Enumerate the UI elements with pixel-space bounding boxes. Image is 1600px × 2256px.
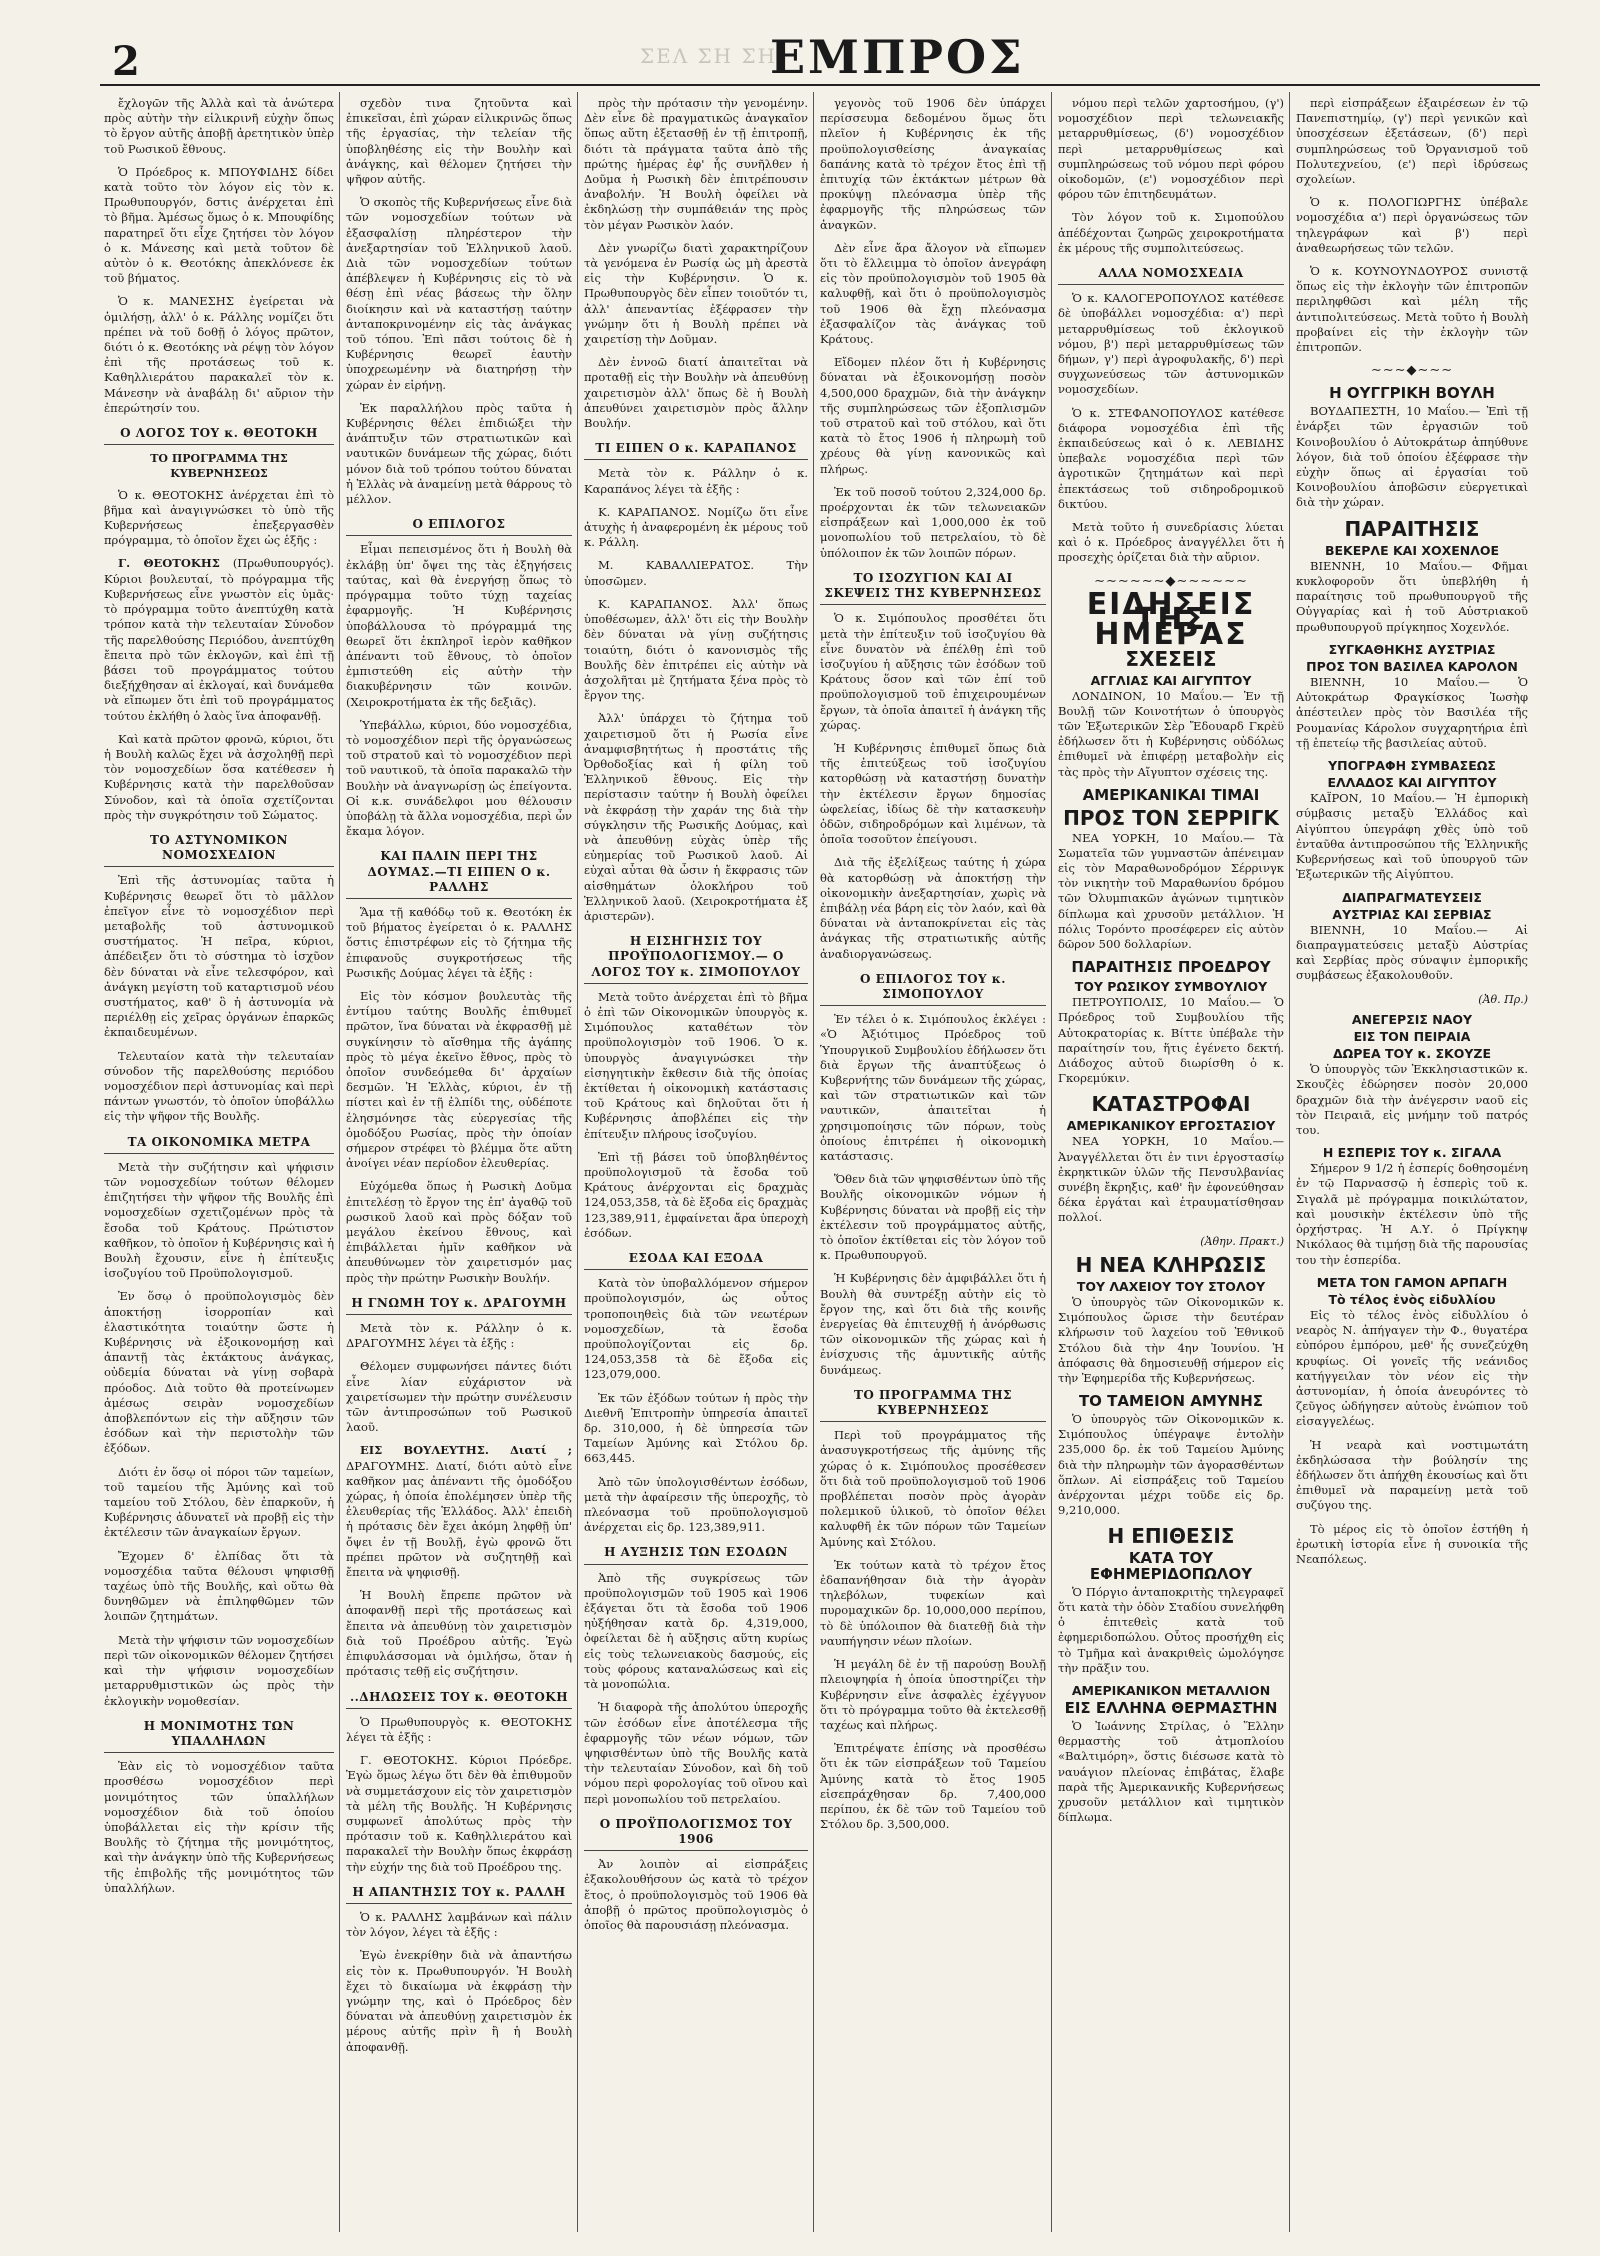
masthead (0, 0, 1600, 96)
paragraph: Κ. ΚΑΡΑΠΑΝΟΣ. Νομίζω ὅτι εἶνε ἀτυχὴς ἡ ἀναφερομένη ἐκ μέρους τοῦ κ. Ράλλη. (584, 504, 808, 550)
paragraph: σχεδὸν τινα ζητοῦντα καὶ ἐπικεῖσαι, ἐπὶ χώραν εἰλικρινῶς ὅπως τῆς ἐργασίας, τὴν τελείαν τῆς ὑποβληθέσης εἰς τὴν Βουλὴν καὶ ἀνάγκης, καὶ θέλομεν ζητήσει τὴν ψῆφον αὐτῆς. (346, 96, 572, 187)
column-rule (1051, 92, 1052, 2232)
news-title: ΠΑΡΑΙΤΗΣΙΣ ΠΡΟΕΔΡΟΥ (1071, 958, 1271, 977)
news-subtitle: ΤΟΥ ΡΩΣΙΚΟΥ ΣΥΜΒΟΥΛΙΟΥ (1074, 978, 1268, 994)
paragraph: Τελευταίον κατὰ τὴν τελευταίαν σύνοδον τῆς παρελθούσης περιόδου νομοσχέδιον περὶ ἀστυνομίας καὶ περὶ πάντων γνωστόν, τὸ ὁποῖον ὑποβάλλω εἰς τὴν ψῆφον τῆς Βουλῆς. (104, 1048, 334, 1124)
paragraph: Ἅμα τῇ καθόδῳ τοῦ κ. Θεοτόκη ἐκ τοῦ βήματος ἐγείρεται ὁ κ. ΡΑΛΛΗΣ ὅστις ἐπιστρέφων εἰς τὸ ζήτημα τῆς ἐπιφανοῦς συγκροτήσεως τῆς Ρωσικῆς Δούμας λέγει τὰ ἑξῆς : (346, 904, 572, 980)
paragraph: Ἀπὸ τῆς συγκρίσεως τῶν προϋπολογισμῶν τοῦ 1905 καὶ 1906 ἐξάγεται ὅτι τὰ ἔσοδα τοῦ 1906 ηὐξήθησαν κατὰ δρ. 4,319,000, ὀφείλεται δὲ ἡ αὔξησις αὕτη κυρίως εἰς τοὺς τελωνειακοὺς δασμούς, εἰς τοὺς φόρους καταναλώσεως καὶ εἰς τὰ μονοπώλια. (584, 1570, 808, 1692)
news-title: ΔΙΑΠΡΑΓΜΑΤΕΥΣΕΙΣ (1342, 889, 1482, 905)
news-body: ΒΟΥΔΑΠΕΣΤΗ, 10 Μαΐου.— Ἐπὶ τῇ ἐνάρξει τῶν ἐργασιῶν τοῦ Κοινοβουλίου ὁ Αὐτοκράτωρ ἀπηύθυνε λόγον, διὰ τοῦ ὁποίου ἐξέφρασε τὴν εὐχὴν ὅπως αἱ ἐργασίαι τοῦ Κοινοβουλίου ἀποβῶσιν εὐεργετικαὶ διὰ τὴν χώραν. (1296, 404, 1528, 510)
news-subtitle: ΠΡΟΣ ΤΟΝ ΒΑΣΙΛΕΑ ΚΑΡΟΛΟΝ (1306, 658, 1518, 674)
paragraph: Ὁ σκοπὸς τῆς Κυβερνήσεως εἶνε διὰ τῶν νομοσχεδίων τούτων νὰ ἐξασφαλίσῃ πληρέστερον τὴν ἀνεξαρτησίαν τοῦ Ἑλληνικοῦ λαοῦ. Διὰ τῶν νομοσχεδίων τούτων ἀπέβλεψεν ἡ Κυβέρνησις εἰς τὸ νὰ θέσῃ ἐπὶ νέας βάσεως τὴν ὅλην διοίκησιν καὶ νὰ καταστήσῃ ταύτην ἀνταποκρινομένην εἰς τὰς ἀνάγκας τοῦ τόπου. Ἐπὶ πᾶσι τούτοις δὲ ἡ Κυβέρνησις θεωρεῖ ἑαυτὴν ὑποχρεωμένην νὰ διατηρήσῃ τὴν χώραν ἐν εἰρήνῃ. (346, 195, 572, 392)
section-heading: Η ΓΝΩΜΗ ΤΟΥ κ. ΔΡΑΓΟΥΜΗ (346, 1296, 572, 1315)
paragraph: Μετὰ τοῦτο ἡ συνεδρίασις λύεται καὶ ὁ κ. Πρόεδρος ἀναγγέλλει ὅτι ἡ προσεχὴς ὁρίζεται διὰ τὴν αὔριον. (1058, 520, 1284, 565)
paragraph: Κατὰ τὸν ὑποβαλλόμενον σήμερον προϋπολογισμόν, ὡς οὗτος τροποποιηθεὶς διὰ τῶν νεωτέρων νομοσχεδίων, τὰ ἔσοδα προϋπολογίζονται εἰς δρ. 124,053,358 τὰ δὲ ἔξοδα εἰς 123,079,000. (584, 1276, 808, 1382)
column-rule (577, 92, 578, 2232)
paragraph: πρὸς τὴν πρότασιν τὴν γενομένην. Δὲν εἶνε δὲ πραγματικῶς ἀναγκαῖον ὅπως αὕτη ἐξετασθῇ ἐν τῇ ἐπιτροπῇ, διότι τὰ πράγματα ταῦτα ἀπὸ τῆς πρώτης ἡμέρας ἐφ' ἧς συνῆλθεν ἡ Δοῦμα ἡ Ρωσικὴ δὲν ἐπιτρέπουσιν ἀναβολήν. Ἡ Βουλὴ ὀφείλει νὰ ἐκδηλώσῃ τὴν συμπάθειάν της πρὸς τὸν μέγαν Ρωσικὸν λαόν. (584, 96, 808, 232)
news-subtitle: ΔΩΡΕΑ ΤΟΥ κ. ΣΚΟΥΖΕ (1332, 1046, 1492, 1062)
page-number: 2 (112, 38, 140, 85)
section-heading: ΚΑΙ ΠΑΛΙΝ ΠΕΡΙ ΤΗΣ ΔΟΥΜΑΣ.—ΤΙ ΕΙΠΕΝ Ο κ. ΡΑΛΛΗΣ (346, 849, 572, 899)
paragraph: Ἡ Βουλὴ ἔπρεπε πρῶτον νὰ ἀποφανθῇ περὶ τῆς προτάσεως καὶ ἔπειτα νὰ ἀπευθύνῃ τὸν χαιρετισμὸν διὰ τοῦ Προέδρου αὐτῆς. Ἐγὼ ἐπιφυλάσσομαι νὰ ὁμιλήσω, ὅταν ἡ πρότασις τεθῇ εἰς συζήτησιν. (346, 1588, 572, 1679)
news-subtitle: ΚΑΤΑ ΤΟΥ ΕΦΗΜΕΡΙΔΟΠΩΛΟΥ (1089, 1549, 1253, 1584)
paragraph: ἔχλογῶν τῆς Ἀλλὰ καὶ τὰ ἀνώτερα πρὸς αὐτὴν τὴν εἰλικρινῆ εὐχὴν ὅπως τὸ ἔργον αὐτῆς ἀποβῇ ἀρετητικὸν ὑπὲρ τοῦ Ρωσικοῦ ἔθνους. (104, 96, 334, 156)
paragraph: Ἐκ παραλλήλου πρὸς ταῦτα ἡ Κυβέρνησις θέλει ἐπιδιώξει τὴν ἀνάπτυξιν τῶν στρατιωτικῶν καὶ ναυτικῶν δυνάμεων τῆς χώρας, διότι μόνον διὰ τοῦ τρόπου τούτου δύναται ἡ Ἑλλὰς νὰ ἀναμείνῃ μετὰ θάρρους τὸ μέλλον. (346, 400, 572, 507)
news-title: ΣΥΓΚΑΘΗΚΗΣ ΑΥΣΤΡΙΑΣ (1328, 641, 1496, 657)
paragraph: Μετὰ τὸν κ. Ράλλην ὁ κ. ΔΡΑΓΟΥΜΗΣ λέγει τὰ ἑξῆς : (346, 1321, 572, 1351)
paragraph: περὶ εἰσπράξεων ἐξαιρέσεων ἐν τῷ Πανεπιστημίῳ, (γ') περὶ γενικῶν καὶ ὑποσχέσεων ἐξετάσεων, (δ') περὶ συμπληρώσεως τοῦ Ὀργανισμοῦ τοῦ Πολυτεχνείου, (ε') περὶ ἱδρύσεως σχολείων. (1296, 96, 1528, 187)
section-heading: Ο ΛΟΓΟΣ ΤΟΥ κ. ΘΕΟΤΟΚΗ (104, 426, 334, 445)
paragraph: Εἰς τὸν κόσμον βουλευτὰς τῆς ἐντίμου ταύτης Βουλῆς ἐπιθυμεῖ πρῶτον, ἵνα δύναται νὰ ἐκφρασθῇ μὲ συγκίνησιν τὸ αἴσθημα τῆς ἀγάπης πρὸς τὸ μέγα ἐκεῖνο ἔθνος, πρὸς τὸ ὁποῖον συνδεόμεθα δι' ἀρχαίων δεσμῶν. Ἡ Ἑλλὰς, κύριοι, ἐν τῇ πίστει καὶ ἐν τῇ ἐλπίδι της, οὐδέποτε ἐλησμόνησε τὰς εὐεργεσίας τῆς ὁμοδόξου Ρωσίας, πρὸς τὴν ὁποίαν σήμερον στρέφει τὸ βλέμμα ὅτε αὕτη ἀνοίγει νέαν περίοδον ἐλευθερίας. (346, 988, 572, 1171)
paragraph: Ἐκ τούτων κατὰ τὸ τρέχον ἔτος ἐδαπανήθησαν διὰ τὴν ἀγορὰν τηλεβόλων, τυφεκίων καὶ πυρομαχικῶν δρ. 10,000,000 περίπου, τὸ δὲ ὑπόλοιπον θὰ διατεθῇ διὰ τὴν ναυπήγησιν νέων πλοίων. (820, 1557, 1046, 1648)
paragraph: Θέλομεν συμφωνήσει πάντες διότι εἶνε λίαν εὐχάριστον νὰ χαιρετίσωμεν τὴν πρώτην συνέλευσιν τῶν ἀντιπροσώπων τοῦ Ρωσικοῦ λαοῦ. (346, 1359, 572, 1435)
section-heading: Η ΜΟΝΙΜΟΤΗΣ ΤΩΝ ΥΠΑΛΛΗΛΩΝ (104, 1719, 334, 1753)
news-body: Σήμερον 9 1/2 ἡ ἑσπερίς δοθησομένη ἐν τῷ Παρνασσῷ ἡ ἑσπερὶς τοῦ κ. Σιγαλᾶ μὲ πρόγραμμα ποικιλώτατον, καὶ μουσικὴν ἐκτέλεσιν ὑπὸ τῆς ὀρχήστρας. Ἡ Α.Υ. ὁ Πρίγκηψ Νικόλαος θὰ τιμήσῃ διὰ τῆς παρουσίας του τὴν ἑσπερίδα. (1296, 1161, 1528, 1267)
paragraph: Μετὰ τὸν κ. Ράλλην ὁ κ. Καραπάνος λέγει τὰ ἑξῆς : (584, 466, 808, 496)
news-subtitle: ΕΛΛΑΔΟΣ ΚΑΙ ΑΙΓΥΠΤΟΥ (1327, 775, 1497, 791)
news-subtitle: ΠΡΟΣ ΤΟΝ ΣΕΡΡΙΓΚ (1063, 805, 1279, 830)
paragraph: Ὁ κ. ΚΑΛΟΓΕΡΟΠΟΥΛΟΣ κατέθεσε δὲ ὑποβάλλει νομοσχέδια: α') περὶ μεταρρυθμίσεως τοῦ ἐκλογικοῦ νόμου, β') περὶ μεταρρυθμίσεως τῶν δήμων, γ') περὶ ἀγροφυλακῆς, δ') περὶ συγχωνεύσεως τῶν ἀστυνομικῶν νομοσχεδίων. (1058, 291, 1284, 397)
ornament-divider: ∼∼∼◆∼∼∼ (1370, 363, 1454, 379)
news-body: Ὁ ὑπουργὸς τῶν Οἰκονομικῶν κ. Σιμόπουλος ὥρισε τὴν δευτέραν κλήρωσιν τοῦ λαχείου τοῦ Ἐθνικοῦ Στόλου διὰ τὴν 4ην Ἰουνίου. Ἡ ἀπόφασις θὰ δημοσιευθῇ σήμερον εἰς τὴν Ἐφημερίδα τῆς Κυβερνήσεως. (1058, 1294, 1284, 1385)
paragraph: Καὶ κατὰ πρῶτον φρονῶ, κύριοι, ὅτι ἡ Βουλὴ καλῶς ἔχει νὰ ἀσχοληθῇ περὶ τὸν νομοσχεδίων ὅσα κατέθεσεν ἡ Κυβέρνησις κατὰ τὴν παρελθοῦσαν Σύνοδον, καὶ τὰ ὁποῖα σχετίζονται πρὸς τὴν συγκρότησιν τοῦ Σώματος. (104, 731, 334, 822)
paragraph: Μετὰ τὴν ψήφισιν τῶν νομοσχεδίων περὶ τῶν οἰκονομικῶν θέλομεν ζητήσει καὶ τὴν ψήφισιν νομοσχεδίων μεταρρυθμιστικῶν ὡς πρὸς τὴν ἐκλογικὴν νομοθεσίαν. (104, 1632, 334, 1708)
paragraph: Γ. ΘΕΟΤΟΚΗΣ. Κύριοι Πρόεδρε. Ἐγὼ ὅμως λέγω ὅτι δὲν θὰ ἐπιθυμοῦν νὰ συμμετάσχουν εἰς τὸν χαιρετισμὸν τὰ μέλη τῆς Βουλῆς. Ἡ Κυβέρνησις συμφωνεῖ ἀπολύτως πρὸς τὴν πρότασιν τοῦ κ. Καθηλλιεράτου καὶ παρακαλεῖ τὴν Βουλὴν ὅπως ἐκφράσῃ τὴν εὐχήν της διὰ τοῦ Προέδρου της. (346, 1753, 572, 1874)
column-rule (813, 92, 814, 2232)
paragraph: Τὸν λόγον τοῦ κ. Σιμοπούλου ἀπέδέχονται ζωηρῶς χειροκροτήματα ἐκ μέρους τῆς συμπολιτεύσεως. (1058, 210, 1284, 255)
paragraph: Δὲν ἐννοῶ διατί ἀπαιτεῖται νὰ προταθῇ εἰς τὴν Βουλὴν νὰ ἀπευθύνῃ χαιρετισμὸν ἀλλ' ὅπως δὲ ἡ Βουλὴ ἀπευθύνει χαιρετισμὸν πρὸς ἄλλην Βουλήν. (584, 355, 808, 431)
news-body: ΝΕΑ ΥΟΡΚΗ, 10 Μαΐου.— Τὰ Σωματεῖα τῶν γυμναστῶν ἀπένειμαν εἰς τὸν Μαραθωνοδρόμον Σέρρινγκ τὸν νικητὴν τοῦ Μαραθωνίου δρόμου τῶν Ὀλυμπιακῶν ἀγώνων τιμητικὸν δίπλωμα καὶ χρυσοῦν μετάλλιον. Ἡ πόλις Τορόντο προσέφερεν εἰς αὐτὸν δῶρον 500 δολλαρίων. (1058, 830, 1284, 952)
paragraph: Ὁ κ. ΠΟΛΟΓΙΩΡΓΗΣ ὑπέβαλε νομοσχέδια α') περὶ ὀργανώσεως τῶν τηλεγράφων καὶ β') περὶ ἀναθεωρήσεως τῶν τελῶν. (1296, 195, 1528, 255)
news-subtitle: ΤΟΥ ΛΑΧΕΙΟΥ ΤΟΥ ΣΤΟΛΟΥ (1076, 1278, 1266, 1294)
paragraph: Εἶμαι πεπεισμένος ὅτι ἡ Βουλὴ θὰ ἐκλάβῃ ὑπ' ὄψει της τὰς ἐξηγήσεις ταύτας, καὶ θὰ ἐνεργήσῃ ὅπως τὸ πρόγραμμα τοῦτο τύχῃ ταχείας ἐφαρμογῆς. Ἡ Κυβέρνησις ὑποβάλλουσα τὸ πρόγραμμά της θεωρεῖ ὅτι ἐκπληροῖ ἱερὸν καθῆκον ἀπέναντι τοῦ ἔθνους, τὸ ὁποῖον ἐμπιστεύθη εἰς αὐτὴν τὴν διακυβέρνησιν τῶν κοινῶν. (Χειροκροτήματα ἐκ τῆς δεξιᾶς). (346, 542, 572, 709)
paragraph: Εἴδομεν πλέον ὅτι ἡ Κυβέρνησις δύναται νὰ ἐξοικονομήσῃ ποσὸν 4,500,000 δραχμῶν, διὰ τὴν ἀνάγκην τῆς συμπληρώσεως τῶν ἐξοπλισμῶν τοῦ στρατοῦ καὶ τοῦ στόλου, καὶ ὅτι κατὰ τὸ ἔτος 1906 ἡ πληρωμὴ τοῦ χρέους θὰ γίνῃ κανονικῶς καὶ πλήρως. (820, 355, 1046, 476)
paragraph: Ὑπεβάλλω, κύριοι, δύο νομοσχέδια, τὸ νομοσχέδιον περὶ τῆς ὀργανώσεως τοῦ στρατοῦ καὶ τὸ νομοσχέδιον περὶ τοῦ ναυτικοῦ, τὰ ὁποῖα παρακαλῶ τὴν Βουλὴν νὰ ἀναγνωρίσῃ ὡς ἐπείγοντα. Οἱ κ.κ. συνάδελφοι μου θέλουσιν ὑποβάλῃ τὰ ἄλλα νομοσχέδια, περὶ ὧν ἔκαμα λόγον. (346, 717, 572, 839)
news-body: Ὁ ὑπουργὸς τῶν Οἰκονομικῶν κ. Σιμόπουλος ὑπέγραψε ἐντολὴν 235,000 δρ. ἐκ τοῦ Ταμείου Ἀμύνης διὰ τὴν πληρωμὴν τῶν ἀγορασθέντων ὅπλων. Αἱ εἰσπράξεις τοῦ Ταμείου ἀνέρχονται μέχρι τοῦδε εἰς δρ. 9,210,000. (1058, 1411, 1284, 1518)
paragraph: Διότι ἐν ὅσῳ οἱ πόροι τῶν ταμείων, τοῦ ταμείου τῆς Ἀμύνης καὶ τοῦ ταμείου τοῦ Στόλου, δὲν ἐπαρκοῦν, ἡ Κυβέρνησις ἀδυνατεῖ νὰ προβῇ εἰς τὴν ἐκτέλεσιν τῶν ἀναγκαίων ἔργων. (104, 1464, 334, 1540)
paragraph: Ὁ κ. ΣΤΕΦΑΝΟΠΟΥΛΟΣ κατέθεσε διάφορα νομοσχέδια ἐπὶ τῆς ἐκπαιδεύσεως καὶ ὁ κ. ΛΕΒΙΔΗΣ ὑπεβαλε νομοσχέδια περὶ τῶν ἀγροτικῶν ζητημάτων καὶ περὶ ἐπεκτάσεως τοῦ σιδηροδρομικοῦ δικτύου. (1058, 405, 1284, 511)
news-title: ΤΟ ΤΑΜΕΙΟΝ ΑΜΥΝΗΣ (1078, 1392, 1264, 1411)
news-subtitle: ΕΙΣ ΤΟΝ ΠΕΙΡΑΙΑ (1353, 1028, 1471, 1044)
paragraph: Ἐγὼ ἐνεκρίθην διὰ νὰ ἀπαντήσω εἰς τὸν κ. Πρωθυπουργόν. Ἡ Βουλὴ ἔχει τὸ δικαίωμα νὰ ἐκφράσῃ τὴν γνώμην της, καὶ ὁ Πρόεδρος δὲν δύναται νὰ ἀπευθύνῃ χαιρετισμὸν ἐκ μέρους αὐτῆς πρὶν ἢ ἡ Βουλὴ ἀποφανθῇ. (346, 1948, 572, 2054)
section-heading: ΤΟ ΠΡΟΓΡΑΜΜΑ ΤΗΣ ΚΥΒΕΡΝΗΣΕΩΣ (820, 1388, 1046, 1422)
news-title: Η ΕΠΙΘΕΣΙΣ (1107, 1524, 1235, 1549)
news-title: Η ΝΕΑ ΚΛΗΡΩΣΙΣ (1075, 1252, 1267, 1277)
ornament-divider: ∼∼∼∼∼∼◆∼∼∼∼∼∼ (1094, 573, 1248, 589)
paragraph: Ἐν τέλει ὁ κ. Σιμόπουλος ἐκλέγει : «Ὁ Ἀξιότιμος Πρόεδρος τοῦ Ὑπουργικοῦ Συμβουλίου ἐδήλωσεν ὅτι διὰ ἔργων τῆς ἀναπτύξεως ὁ Κυβερνήτης τῶν δυνάμεων τῆς χώρας, καὶ τῶν στρατιωτικῶν καὶ τῶν ναυτικῶν, ἀπαιτεῖται ἡ χρησιμοποίησις τῶν πόρων, τοὺς ὁποίους ἐπιτρέπει ἡ οἰκονομικὴ κατάστασις. (820, 1012, 1046, 1163)
news-subtitle: ΑΓΓΛΙΑΣ ΚΑΙ ΑΙΓΥΠΤΟΥ (1090, 672, 1252, 688)
paragraph: γεγονὸς τοῦ 1906 δὲν ὑπάρχει περίσσευμα δεδομένου ὅμως ὅτι πλεῖον ἡ Κυβέρνησις ἐκ τῆς προϋπολογισθείσης ἀναγκαίας δαπάνης κατὰ τὸ τρέχον ἔτος ἐπὶ τῇ ἐπιτυχίᾳ τῶν ἐκτάκτων μέτρων θὰ προκύψῃ πλεόνασμα ὑπὲρ τῆς ἐφαρμογῆς τῆς πληρώσεως τῶν ἀναγκῶν. (820, 96, 1046, 232)
paragraph: Ἡ διαφορὰ τῆς ἀπολύτου ὑπεροχῆς τῶν ἐσόδων εἶνε ἀποτέλεσμα τῆς ἐφαρμογῆς τῶν νέων νόμων, τῶν ψηφισθέντων ὑπὸ τῆς Βουλῆς κατὰ τὴν τελευταίαν Σύνοδον, καὶ δὴ τοῦ νόμου περὶ φορολογίας τοῦ οἴνου καὶ περὶ μονοπωλίου τοῦ πετρελαίου. (584, 1700, 808, 1806)
section-heading: ΤΙ ΕΙΠΕΝ Ο κ. ΚΑΡΑΠΑΝΟΣ (584, 441, 808, 460)
paragraph (346, 1443, 572, 1580)
paragraph: νόμου περὶ τελῶν χαρτοσήμου, (γ') νομοσχέδιον περὶ τελωνειακῆς μεταρρυθμίσεως, (δ') νομοσχέδιον περὶ μεταρρυθμίσεως καὶ συμπληρώσεως τοῦ νόμου περὶ φόρου οἰκοδομῶν, (ε') νομοσχέδιον περὶ φόρου τῶν ἐπιτηδευμάτων. (1058, 96, 1284, 202)
paragraph: Εὐχόμεθα ὅπως ἡ Ρωσικὴ Δοῦμα ἐπιτελέσῃ τὸ ἔργον της ἐπ' ἀγαθῷ τοῦ ρωσικοῦ λαοῦ καὶ πρὸς δόξαν τοῦ μεγάλου ἐκείνου ἔθνους, καὶ ἐπιβάλλεται ἡμῖν καθῆκον νὰ ἀπευθύνωμεν τὸν χαιρετισμόν μας πρὸς τὴν πρώτην Ρωσικὴν Βουλήν. (346, 1179, 572, 1285)
news-body: ΚΑΪΡΟΝ, 10 Μαΐου.— Ἡ ἐμπορικὴ σύμβασις μεταξὺ Ἑλλάδος καὶ Αἰγύπτου ὑπεγράφη χθὲς ὑπὸ τοῦ ἐνταῦθα ἀντιπροσώπου τῆς Ἑλληνικῆς Κυβερνήσεως καὶ τοῦ ὑπουργοῦ τῶν Ἐξωτερικῶν τῆς Αἰγύπτου. (1296, 791, 1528, 882)
news-body: Τὸ μέρος εἰς τὸ ὁποῖον ἐστήθη ἡ ἐρωτικὴ ἱστορία εἶνε ἡ συνοικία τῆς Νεαπόλεως. (1296, 1521, 1528, 1566)
section-heading: ΤΟ ΙΣΟΖΥΓΙΟΝ ΚΑΙ ΑΙ ΣΚΕΨΕΙΣ ΤΗΣ ΚΥΒΕΡΝΗΣΕΩΣ (820, 571, 1046, 605)
section-heading: Ο ΕΠΙΛΟΓΟΣ ΤΟΥ κ. ΣΙΜΟΠΟΥΛΟΥ (820, 972, 1046, 1006)
news-body: Ὁ Ἰωάννης Στρίλας, ὁ Ἕλλην θερμαστὴς τοῦ ἀτμοπλοίου «Βαλτιμόρη», ὅστις διέσωσε κατὰ τὸ ναυάγιον πλείονας ἐπιβάτας, ἔλαβε παρὰ τῆς Ἀμερικανικῆς Κυβερνήσεως χρυσοῦν μετάλλιον καὶ τιμητικὸν δίπλωμα. (1058, 1718, 1284, 1825)
news-body: ΝΕΑ ΥΟΡΚΗ, 10 Μαΐου.— Ἀναγγέλλεται ὅτι ἐν τινι ἐργοστασίῳ ἐκρηκτικῶν ὑλῶν τῆς Πενσυλβανίας συνέβη ἔκρηξις, καθ' ἣν ἐφονεύθησαν δέκα ἐργάται καὶ ἐτραυματίσθησαν πολλοί. (1058, 1134, 1284, 1225)
section-heading: ΤΟ ΑΣΤΥΝΟΜΙΚΟΝ ΝΟΜΟΣΧΕΔΙΟΝ (104, 833, 334, 867)
news-body: Εἰς τὸ τέλος ἑνὸς εἰδυλλίου ὁ νεαρὸς Ν. ἀπήγαγεν τὴν Φ., θυγατέρα εὐπόρου ἐμπόρου, μεθ' ἧς συνεζεύχθη κρυφίως. Οἱ γονεῖς τῆς νεάνιδος κατήγγειλαν τὸν νέον εἰς τὴν ἀστυνομίαν, ἡ ὁποία ἀνευρόντες τὸ ζεῦγος ὡδήγησεν αὐτοὺς ἐνώπιον τοῦ εἰσαγγελέως. (1296, 1307, 1528, 1429)
column-2 (346, 96, 572, 2226)
news-source: (Ἀθην. Πρακτ.) (1200, 1234, 1284, 1248)
section-heading: ..ΔΗΛΩΣΕΙΣ ΤΟΥ κ. ΘΕΟΤΟΚΗ (346, 1690, 572, 1709)
column-1 (104, 96, 334, 2226)
news-body: Ἡ νεαρὰ καὶ νοστιμωτάτη ἐκδηλώσασα τὴν βούλησίν της ἐδήλωσεν ὅτι ἀπήχθη ἐκουσίως καὶ ὅτι ἐπιθυμεῖ νὰ παραμείνῃ μετὰ τοῦ συζύγου της. (1296, 1437, 1528, 1513)
paragraph: Κ. ΚΑΡΑΠΑΝΟΣ. Ἀλλ' ὅπως ὑποθέσωμεν, ἀλλ' ὅτι εἰς τὴν Βουλὴν δὲν δύναται νὰ γίνῃ συζήτησις τοιαύτη, διότι ὁ κανονισμὸς τῆς Βουλῆς δὲν ἐπιτρέπει εἰς αὐτὴν νὰ ἀσχολῆται μὲ ζητήματα ξένα πρὸς τὸ ἔργον της. (584, 596, 808, 703)
section-subheading: ΤΟ ΠΡΟΓΡΑΜΜΑ ΤΗΣ ΚΥΒΕΡΝΗΣΕΩΣ (150, 452, 288, 481)
paragraph: Ὅθεν διὰ τῶν ψηφισθέντων ὑπὸ τῆς Βουλῆς οἰκονομικῶν νόμων ἡ Κυβέρνησις δύναται νὰ προβῇ εἰς τὴν ἐκτέλεσιν τοῦ προγράμματος αὐτῆς, τὸ ὁποῖον ἐκτίθεται εἰς τὸν λόγον τοῦ κ. Πρωθυπουργοῦ. (820, 1172, 1046, 1263)
newspaper-title: ΕΜΠΡΟΣ (770, 30, 1025, 84)
section-heading: Ο ΕΠΙΛΟΓΟΣ (346, 517, 572, 536)
section-heading: Ο ΠΡΟΫΠΟΛΟΓΙΣΜΟΣ ΤΟΥ 1906 (584, 1817, 808, 1851)
section-heading: Η ΕΙΣΗΓΗΣΙΣ ΤΟΥ ΠΡΟΫΠΟΛΟΓΙΣΜΟΥ.— Ο ΛΟΓΟΣ ΤΟΥ κ. ΣΙΜΟΠΟΥΛΟΥ (584, 934, 808, 984)
paragraph-text: (Πρωθυπουργός). Κύριοι βουλευταί, τὸ πρόγραμμα τῆς Κυβερνήσεως εἶνε γνωστὸν εἰς ὑμᾶς· τὸ πρόγραμμα τοῦτο ἀνεπτύχθη κατὰ τρόπον κατὰ τὴν τελευταίαν Σύνοδον τῆς παρελθούσης Περιόδου, ἀνεπτύχθη ἔπειτα πρὸ τῶν ἐκλογῶν, καὶ ἐπὶ τῇ βάσει τοῦ προγράμματος τούτου διεξήχθησαν αἱ ἐκλογαί, καὶ δυνάμεθα νὰ εἴπωμεν ὅτι ἐπὶ τοῦ προγράμματος τούτου ἐκλήθη ὁ λαὸς ἵνα ἀποφανθῇ. (104, 556, 334, 723)
news-title: ΑΝΕΓΕΡΣΙΣ ΝΑΟΥ (1351, 1011, 1473, 1027)
news-title: ΠΑΡΑΙΤΗΣΙΣ (1344, 516, 1480, 541)
news-title: ΜΕΤΑ ΤΟΝ ΓΑΜΟΝ ΑΡΠΑΓΗ (1316, 1274, 1508, 1290)
news-subtitle: ΕΙΣ ΕΛΛΗΝΑ ΘΕΡΜΑΣΤΗΝ (1064, 1699, 1278, 1718)
news-body: Ὁ Πόργιο ἀνταποκριτὴς τηλεγραφεῖ ὅτι κατὰ τὴν ὁδὸν Σταδίου συνελήφθη ὁ ἐπιτεθεὶς κατὰ τοῦ ἐφημεριδοπώλου. Οὗτος προσήχθη εἰς τὸ Τμῆμα καὶ ἀνακριθεὶς ὡμολόγησε τὴν πρᾶξιν του. (1058, 1584, 1284, 1675)
masthead-rule (100, 84, 1540, 86)
section-heading: ΑΛΛΑ ΝΟΜΟΣΧΕΔΙΑ (1058, 266, 1284, 285)
news-body: ΠΕΤΡΟΥΠΟΛΙΣ, 10 Μαΐου.— Ὁ Πρόεδρος τοῦ Συμβουλίου τῆς Αὐτοκρατορίας κ. Βίττε ὑπέβαλε τὴν παραίτησίν του, ἥτις ἐγένετο δεκτή. Διάδοχος αὐτοῦ διωρίσθη ὁ κ. Γκορεμύκιν. (1058, 995, 1284, 1086)
section-heading: Η ΑΥΞΗΣΙΣ ΤΩΝ ΕΣΟΔΩΝ (584, 1545, 808, 1564)
paragraph: Ἐν ὅσῳ ὁ προϋπολογισμὸς δὲν ἀποκτήσῃ ἰσορροπίαν καὶ ἐλαστικότητα τοιαύτην ὥστε ἡ Κυβέρνησις νὰ ἐξοικονομήσῃ καὶ ἀπαντῇ τὰς ἐκτάκτους ἀνάγκας, οὐδεμία δύναται νὰ γίνῃ σοβαρὰ πρόοδος. Διὰ τοῦτο θὰ προτείνωμεν ἀμέσως σειρὰν νομοσχεδίων ἀποβλεπόντων εἰς τὴν αὔξησιν τῶν ἐσόδων καὶ τὴν περιστολὴν τῶν ἐξόδων. (104, 1289, 334, 1456)
paragraph-text: ΔΡΑΓΟΥΜΗΣ. Διατί, διότι αὐτὸ εἶνε καθῆκον μας ἀπέναντι τῆς ὁμοδόξου χώρας, ἡ ὁποία ἐπολέμησεν ὑπὲρ τῆς ἐλευθερίας τῆς Ἑλλάδος. Ἀλλ' ἐπειδὴ ἡ πρότασις δὲν ἔχει ἀκόμη ληφθῇ ὑπ' ὄψει ἐν τῇ Βουλῇ, ἐγὼ φρονῶ ὅτι πρέπει πρῶτον νὰ συζητηθῇ καὶ ἔπειτα νὰ ψηφισθῇ. (346, 1458, 572, 1580)
news-title: ΑΜΕΡΙΚΑΝΙΚΟΝ ΜΕΤΑΛΛΙΟΝ (1071, 1683, 1271, 1699)
news-body: ΒΙΕΝΝΗ, 10 Μαΐου.— Αἱ διαπραγματεύσεις μεταξὺ Αὐστρίας καὶ Σερβίας πρὸς σύναψιν ἐμπορικῆς συμβάσεως ἐξακολουθοῦν. (1296, 922, 1528, 983)
paragraph: Περὶ τοῦ προγράμματος τῆς ἀνασυγκροτήσεως τῆς ἀμύνης τῆς χώρας ὁ κ. Σιμόπουλος προσέθεσεν ὅτι διὰ τοῦ προϋπολογισμοῦ τοῦ 1906 προβλέπεται ποσὸν πρὸς ἀγορὰν πολεμικοῦ ὑλικοῦ, τὸ ὁποῖον θέλει καλυφθῆ ἐκ τῶν πόρων τῶν Ταμείων Ἀμύνης καὶ Στόλου. (820, 1428, 1046, 1549)
news-banner-title: ΕΙΔΗΣΕΙΣ ΤΗΣ ΗΜΕΡΑΣ (1086, 586, 1256, 653)
paragraph: Δὲν εἶνε ἄρα ἄλογον νὰ εἴπωμεν ὅτι τὸ ἔλλειμμα τὸ ὁποῖον ἀνεγράφη εἰς τὸν προϋπολογισμὸν τοῦ 1905 θὰ καλυφθῇ, καὶ ὅτι ὁ προϋπολογισμὸς τοῦ 1906 θὰ ἔχῃ πλεόνασμα ἐξασφαλίζον τὰς ἀνάγκας τοῦ Κράτους. (820, 240, 1046, 347)
column-rule (1289, 92, 1290, 2232)
section-heading: ΤΑ ΟΙΚΟΝΟΜΙΚΑ ΜΕΤΡΑ (104, 1135, 334, 1154)
paragraph: Ὁ κ. ΜΑΝΕΣΗΣ ἐγείρεται νὰ ὁμιλήσῃ, ἀλλ' ὁ κ. Ράλλης νομίζει ὅτι πρέπει νὰ τοῦ δοθῇ ὁ λόγος πρῶτον, διότι ὁ κ. Θεοτόκης νὰ ρέψῃ τὸν λόγον ἐπὶ τῆς προτάσεως τοῦ κ. Καθηλλιεράτου παρακαλεῖ τὸν κ. Μάνεσην νὰ ἀναβάλῃ δι' αὔριον τὴν ἐπερώτησίν του. (104, 294, 334, 415)
paragraph: Διὰ τῆς ἐξελίξεως ταύτης ἡ χώρα θὰ κατορθώσῃ νὰ ἀποκτήσῃ τὴν οἰκονομικὴν ἀνεξαρτησίαν, χωρὶς νὰ ἐπιβάλῃ νέα βάρη εἰς τὸν λαόν, καὶ θὰ δύναται νὰ ἀνταποκρίνεται εἰς τὰς ἀνάγκας τῆς στρατιωτικῆς αὐτῆς ἀναδιοργανώσεως. (820, 855, 1046, 961)
paragraph: Ἡ Κυβέρνησις δὲν ἀμφιβάλλει ὅτι ἡ Βουλὴ θὰ συντρέξῃ αὐτὴν εἰς τὸ ἔργον της, καὶ ὅτι διὰ τῆς κοινῆς ἐνεργείας θὰ ἐπιτευχθῇ ἡ ἀνόρθωσις τῶν οἰκονομικῶν τῆς χώρας καὶ ἡ ἐνίσχυσις τῆς ἀμυντικῆς αὐτῆς δυνάμεως. (820, 1271, 1046, 1377)
paragraph: Ἐὰν εἰς τὸ νομοσχέδιον ταῦτα προσθέσω νομοσχέδιον περὶ μονιμότητος τῶν ὑπαλλήλων νομοσχέδιον διὰ τοῦ ὁποίου ὑποβάλλεται εἰς τὴν κρίσιν τῆς Βουλῆς τὸ ζήτημα τῆς μονιμότητος, καὶ τὴν ἀνάγκην ὑπὸ τῆς Κυβερνήσεως τῆς ἐπιβολῆς τῆς μονιμότητος τῶν ὑπαλλήλων. (104, 1759, 334, 1895)
paragraph: Ὁ κ. ΚΟΥΝΟΥΝΔΟΥΡΟΣ συνιστᾷ ὅπως εἰς τὴν ἐκλογὴν τῶν ἐπιτροπῶν περιληφθῶσι καὶ μέλη τῆς ἀντιπολιτεύσεως. Μετὰ τοῦτο ἡ Βουλὴ προβαίνει εἰς τὴν ἐκλογὴν τῶν ἐπιτροπῶν. (1296, 264, 1528, 355)
paragraph: Ἐπὶ τῆς ἀστυνομίας ταῦτα ἡ Κυβέρνησις θεωρεῖ ὅτι τὸ μᾶλλον ἐπεῖγον εἶνε τὸ νομοσχέδιον περὶ μεταβολῆς τοῦ ἀστυνομικοῦ συστήματος. Ἡ πεῖρα, κύριοι, ἀπέδειξεν ὅτι τὸ σύστημα τὸ ἰσχῦον δὲν δύναται νὰ εἶνε τελεσφόρον, καὶ ἀνάγκη μεγίστη τοῦ καταρτισμοῦ νέου συστήματος, καθ' ὃ ἡ ἀστυνομία νὰ περιέλθῃ εἰς χεῖρας ὀργάνων ἐπαρκῶς ἐκπαιδευμένων. (104, 873, 334, 1040)
paragraph: Ἀλλ' ὑπάρχει τὸ ζήτημα τοῦ χαιρετισμοῦ ὅτι ἡ Ρωσία εἶνε ἀναμφισβητήτως ἡ προστάτις τῆς Ὀρθοδοξίας καὶ ἡ φίλη τοῦ Ἑλληνικοῦ ἔθνους. Εἰς τὴν περίστασιν ταύτην ἡ Βουλὴ ὀφείλει νὰ ἐκφράσῃ τὴν χαράν της διὰ τὴν σύγκλησιν τῆς Ρωσικῆς Δούμας, καὶ νὰ ἀπευθύνῃ εὐχὰς ὑπὲρ τῆς εὐημερίας τοῦ Ρωσικοῦ λαοῦ. Αἱ εὐχαὶ αὗται θὰ ὦσιν ἡ ἔκφρασις τῶν αἰσθημάτων ὁλοκλήρου τοῦ Ἑλληνικοῦ λαοῦ. (Χειροκροτήματα ἐξ ἀριστερῶν). (584, 711, 808, 923)
news-title: ΑΜΕΡΙΚΑΝΙΚΑΙ ΤΙΜΑΙ (1082, 785, 1260, 804)
faded-stamp: ΣΕΛ ΣΗ ΣΗ (640, 44, 778, 68)
paragraph: Ὁ Πρωθυπουργὸς κ. ΘΕΟΤΟΚΗΣ λέγει τὰ ἑξῆς : (346, 1714, 572, 1744)
column-3 (584, 96, 808, 2226)
news-subtitle: ΑΜΕΡΙΚΑΝΙΚΟΥ ΕΡΓΟΣΤΑΣΙΟΥ (1066, 1118, 1276, 1134)
section-heading: Η ΑΠΑΝΤΗΣΙΣ ΤΟΥ κ. ΡΑΛΛΗ (346, 1885, 572, 1904)
paragraph: Δὲν γνωρίζω διατὶ χαρακτηρίζουν τὰ γενόμενα ἐν Ρωσίᾳ ὡς μὴ ἀρεστὰ εἰς τὴν Κυβέρνησιν. Ὁ κ. Πρωθυπουργὸς δὲν εἶπεν τοιοῦτόν τι, ἀλλ' ἀπεναντίας ἐξέφρασεν τὴν γνώμην ὅτι ἡ Βουλὴ πρέπει νὰ χαιρετίσῃ τὴν Δοῦμαν. (584, 240, 808, 347)
news-subtitle: ΑΥΣΤΡΙΑΣ ΚΑΙ ΣΕΡΒΙΑΣ (1332, 906, 1492, 922)
paragraph: Ὁ Πρόεδρος κ. ΜΠΟΥΦΙΔΗΣ δίδει κατὰ τοῦτο τὸν λόγον εἰς τὸν κ. Πρωθυπουργόν, δστις ἀνέρχεται ἐπὶ τὸ βῆμα. Ἀμέσως ὅμως ὁ κ. Μπουφίδης παρατηρεῖ ὅτι εἶχε ζητήσει τὸν λόγον ὁ κ. Μάνεσης καὶ μετὰ τοῦτον δὲ αὐτὸν ὁ κ. Θεοτόκης ἀπεκλόνεσε ἐκ τοῦ βήματος. (104, 164, 334, 286)
speaker-name: ΕΙΣ ΒΟΥΛΕΥΤΗΣ. Διατί ; (360, 1443, 572, 1458)
paragraph: Ὁ κ. ΘΕΟΤΟΚΗΣ ἀνέρχεται ἐπὶ τὸ βῆμα καὶ ἀναγιγνώσκει τὸ ὑπὸ τῆς Κυβερνήσεως ἐπεξεργασθὲν πρόγραμμα, τὸ ὁποῖον ἔχει ὡς ἑξῆς : (104, 487, 334, 548)
paragraph: Μετὰ τὴν συζήτησιν καὶ ψήφισιν τῶν νομοσχεδίων τούτων θέλομεν ἐπιζητήσει τὴν ψῆφον τῆς Βουλῆς ἐπὶ νομοσχεδίων σχετιζομένων πρὸς τὰ ἔσοδα τοῦ Κράτους. Πρώτιστον καθῆκον, τὸ ὁποῖον ἡ Κυβέρνησις καὶ ἡ Βουλὴ ἔχουσιν, εἶνε ἡ ἐπίτευξις ἰσοζυγίου τοῦ Προϋπολογισμοῦ. (104, 1159, 334, 1281)
column-5 (1058, 96, 1284, 2226)
paragraph: Ἀπὸ τῶν ὑπολογισθέντων ἐσόδων, μετὰ τὴν ἀφαίρεσιν τῆς ὑπεροχῆς, τὸ πλεόνασμα τοῦ προϋπολογισμοῦ ἀνέρχεται εἰς δρ. 123,389,911. (584, 1474, 808, 1535)
paragraph: Ἐκ τοῦ ποσοῦ τούτου 2,324,000 δρ. προέρχονται ἐκ τῶν τελωνειακῶν εἰσπράξεων καὶ 1,000,000 ἐκ τοῦ μονοπωλίου τοῦ πετρελαίου, τὸ δὲ ὑπόλοιπον ἐκ τῶν λοιπῶν πόρων. (820, 484, 1046, 560)
news-title: ΣΧΕΣΕΙΣ (1125, 646, 1217, 671)
paragraph: Μετὰ τοῦτο ἀνέρχεται ἐπὶ τὸ βῆμα ὁ ἐπὶ τῶν Οἰκονομικῶν ὑπουργὸς κ. Σιμόπουλος καταθέτων τὸν προϋπολογισμὸν τοῦ 1906. Ὁ κ. ὑπουργὸς ἀναγιγνώσκει τὴν εἰσηγητικὴν ἔκθεσιν διὰ τῆς ὁποίας ἐκτίθεται ἡ οἰκονομικὴ κατάστασις τοῦ Κράτους καὶ δηλοῦται ὅτι ἡ Κυβέρνησις ἀποβλέπει εἰς τὴν ἐπίτευξιν πλήρους ἰσοζυγίου. (584, 989, 808, 1141)
column-4 (820, 96, 1046, 2226)
paragraph: Ἔχομεν δ' ἐλπίδας ὅτι τὰ νομοσχέδια ταῦτα θέλουσι ψηφισθῇ ταχέως ὑπὸ τῆς Βουλῆς, καὶ οὕτω θὰ δυνηθῶμεν νὰ ἐπιληφθῶμεν τῶν λοιπῶν ζητημάτων. (104, 1548, 334, 1624)
paragraph: Ἐκ τῶν ἐξόδων τούτων ἡ πρὸς τὴν Διεθνῆ Ἐπιτροπὴν ὑπηρεσία ἀπαιτεῖ δρ. 310,000, ἡ δὲ ὑπηρεσία τῶν Ταμείων Ἀμύνης καὶ Στόλου δρ. 663,445. (584, 1390, 808, 1466)
news-title: Η ΟΥΓΓΡΙΚΗ ΒΟΥΛΗ (1329, 384, 1495, 403)
news-subtitle: Τὸ τέλος ἑνὸς εἰδυλλίου (1328, 1291, 1496, 1307)
column-6 (1296, 96, 1528, 2226)
paragraph: Μ. ΚΑΒΑΛΛΙΕΡΑΤΟΣ. Τὴν ὑποσῶμεν. (584, 558, 808, 588)
paragraph: Ἡ Κυβέρνησις ἐπιθυμεῖ ὅπως διὰ τῆς ἐπιτεύξεως τοῦ ἰσοζυγίου κατορθώσῃ νὰ καταστήσῃ δυνατὴν τὴν ἐκτέλεσιν ἔργων δημοσίας ὠφελείας, ἰδίως δὲ τὴν κατασκευὴν ὁδῶν, σιδηροδρόμων καὶ λιμένων, τὰ ὁποῖα τοσοῦτον ἐπείγουσι. (820, 740, 1046, 847)
paragraph: Ἐπὶ τῇ βάσει τοῦ ὑποβληθέντος προϋπολογισμοῦ τὰ ἔσοδα τοῦ Κράτους ἀνέρχονται εἰς δραχμὰς 124,053,358, τὰ δὲ ἔξοδα εἰς δραχμὰς 123,389,911, ἐμφαίνεται ἄρα ὑπεροχὴ ἐσόδων. (584, 1149, 808, 1240)
paragraph: Ἀν λοιπὸν αἱ εἰσπράξεις ἐξακολουθήσουν ὡς κατὰ τὸ τρέχον ἔτος, ὁ προϋπολογισμὸς τοῦ 1906 θὰ ἀποβῇ ὁ πρῶτος προϋπολογισμὸς ὁ ὁποῖος θὰ παρουσιάσῃ πλεόνασμα. (584, 1857, 808, 1932)
news-title: Η ΕΣΠΕΡΙΣ ΤΟΥ κ. ΣΙΓΑΛΑ (1322, 1145, 1502, 1161)
news-title: ΥΠΟΓΡΑΦΗ ΣΥΜΒΑΣΕΩΣ (1328, 758, 1496, 774)
paragraph (104, 556, 334, 723)
news-subtitle: ΒΕΚΕΡΛΕ ΚΑΙ ΧΟΧΕΝΛΟΕ (1324, 542, 1500, 558)
paragraph: Ὁ κ. ΡΑΛΛΗΣ λαμβάνων καὶ πάλιν τὸν λόγον, λέγει τὰ ἑξῆς : (346, 1909, 572, 1940)
news-body: ΒΙΕΝΝΗ, 10 Μαΐου.— Ὁ Αὐτοκράτωρ Φραγκίσκος Ἰωσὴφ ἀπέστειλεν πρὸς τὸν Βασιλέα τῆς Ρουμανίας Κάρολον συγχαρητήρια ἐπὶ τῇ ἐπετείῳ τῆς βασιλείας αὐτοῦ. (1296, 675, 1528, 750)
speaker-name: Γ. ΘΕΟΤΟΚΗΣ (118, 556, 220, 571)
paragraph: Ἡ μεγάλη δὲ ἐν τῇ παρούσῃ Βουλῇ πλειοψηφία ἡ ὁποία ὑποστηρίζει τὴν Κυβέρνησιν εἶνε ἀσφαλὲς ἐχέγγυον ὅτι τὸ πρόγραμμα τοῦτο θὰ ἐκτελεσθῇ ταχέως καὶ πλήρως. (820, 1657, 1046, 1732)
news-body: ΛΟΝΔΙΝΟΝ, 10 Μαΐου.— Ἐν τῇ Βουλῇ τῶν Κοινοτήτων ὁ ὑπουργὸς τῶν Ἐξωτερικῶν Σὲρ Ἔδουαρδ Γκρὲϋ ἐδήλωσεν ὅτι ἡ Κυβέρνησις οὐδόλως ἐπιθυμεῖ νὰ ἐπιφέρῃ μεταβολὴν εἰς τὰς πρὸς τὴν Αἴγυπτον σχέσεις της. (1058, 688, 1284, 779)
section-heading: ΕΣΟΔΑ ΚΑΙ ΕΞΟΔΑ (584, 1251, 808, 1270)
paragraph: Ὁ κ. Σιμόπουλος προσθέτει ὅτι μετὰ τὴν ἐπίτευξιν τοῦ ἰσοζυγίου θὰ εἶνε δυνατὸν νὰ ἐπέλθῃ ἐπὶ τοῦ ἰσοζυγίου ἡ αὔξησις τῶν ἐσόδων τοῦ Κράτους ὅσον καὶ τῶν ἐπί τοῦ προϋπολογισμοῦ τοῦ ἐπιχειρουμένων ἔργων, τὰ ὁποῖα ἀπαιτεῖ ἡ ἀνάγκη τῆς χώρας. (820, 611, 1046, 732)
news-body: Ὁ ὑπουργὸς τῶν Ἐκκλησιαστικῶν κ. Σκουζὲς ἐδώρησεν ποσὸν 20,000 δραχμῶν διὰ τὴν ἀνέγερσιν ναοῦ εἰς τὸν Πειραιᾶ, εἰς μνήμην τοῦ πατρός του. (1296, 1062, 1528, 1137)
column-rule (339, 92, 340, 2232)
news-source: (Ἀθ. Πρ.) (1478, 992, 1528, 1006)
news-title: ΚΑΤΑΣΤΡΟΦΑΙ (1091, 1092, 1251, 1117)
paragraph: Ἐπιτρέψατε ἐπίσης νὰ προσθέσω ὅτι ἐκ τῶν εἰσπράξεων τοῦ Ταμείου Ἀμύνης κατὰ τὸ ἔτος 1905 εἰσεπράχθησαν δρ. 7,400,000 περίπου, ἐκ δὲ τῶν τοῦ Ταμείου τοῦ Στόλου δρ. 3,500,000. (820, 1741, 1046, 1832)
news-body: ΒΙΕΝΝΗ, 10 Μαΐου.— Φῆμαι κυκλοφοροῦν ὅτι ὑπεβλήθη ἡ παραίτησις τοῦ πρωθυπουργοῦ τῆς Οὐγγαρίας καὶ ἡ τοῦ Αὐστριακοῦ πρωθυπουργοῦ πρίγκηπος Χοχενλόε. (1296, 558, 1528, 634)
